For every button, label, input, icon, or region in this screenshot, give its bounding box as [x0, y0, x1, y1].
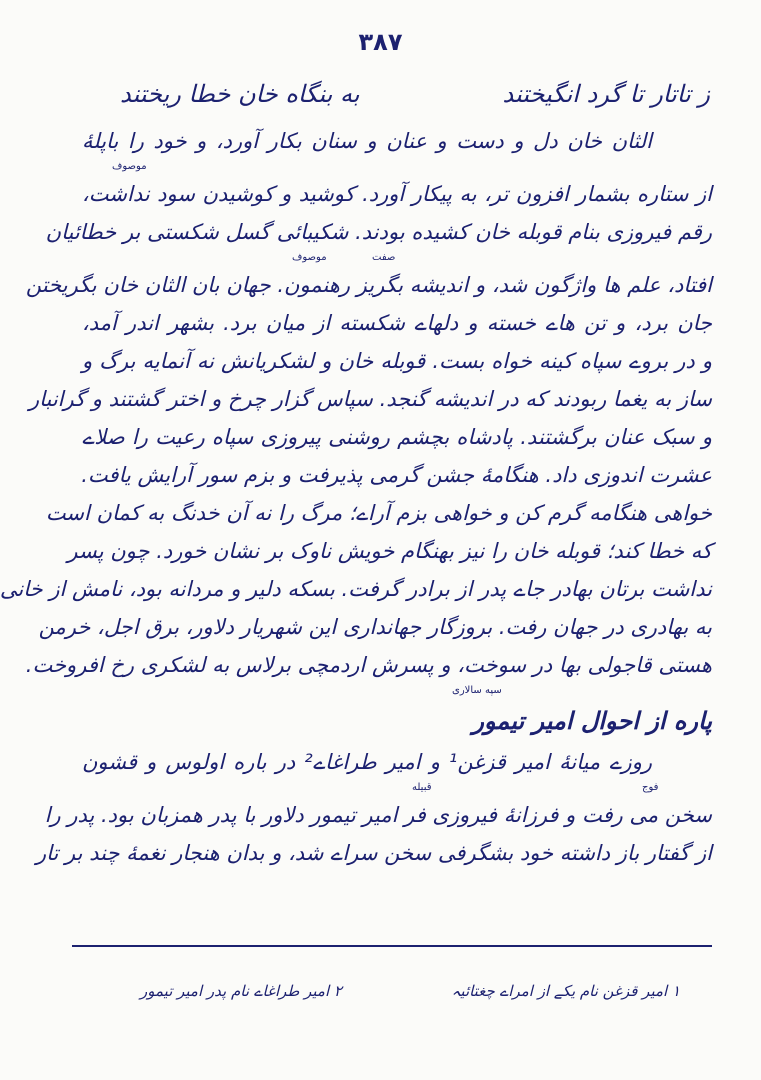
section-heading: پاره از احوال امیر تیمور [472, 707, 712, 735]
verse [120, 80, 710, 108]
footnotes [140, 982, 680, 1000]
annotation-row [82, 251, 712, 266]
footnote-2: ۲ امیر طراغاے نام پدر امیر تیمور [140, 982, 342, 1000]
text-line: افتاد، علم ها واژگون شد، و اندیشه بگریز رهنمون. جهان بان الثان خان بگریختن [25, 273, 712, 297]
text-line: و در بروے سپاه کینه خواه بست. قوبله خان و لشکریانش نه آنمایه برگ و [82, 349, 712, 373]
annotation-row [82, 684, 712, 699]
text-line: هستی قاجولی بها در سوخت، و پسرش اردمچی برلاس به لشکری رخ افروخت. [25, 653, 712, 677]
annotation: قبیله [412, 782, 432, 793]
text-line: از گفتار باز داشته خود بشگرفی سخن سراے شد، و بدان هنجار نغمهٔ چند بر تار [35, 841, 712, 865]
annotation-row [82, 160, 712, 175]
main-text [0, 122, 712, 872]
footnote-1: ۱ امیر قزغن نام یکے از امراے چغتائیہ [451, 982, 680, 1000]
text-line: ساز به یغما ربودند که در اندیشه گنجد. سپاس گزار چرخ و اختر گشتند و گرانبار [28, 387, 712, 411]
footnote-divider [72, 945, 712, 947]
text-line: به بهادری در جهان رفت. بروزگار جهانداری این شهریار دلاور، برق اجل، خرمن [38, 615, 712, 639]
text-line: رقم فیروزی بنام قوبله خان کشیده بودند. شکیبائی گسل شکستی بر خطائیان [45, 220, 712, 244]
annotation: موصوف [112, 161, 147, 172]
verse-hemistich-2: به بنگاه خان خطا ریختند [120, 80, 360, 108]
annotation: موصوف [292, 252, 327, 263]
annotation-row [82, 781, 712, 796]
text-line: که خطا کند؛ قوبله خان را نیز بهنگام خویش ناوک بر نشان خورد. چون پسر [67, 539, 712, 563]
text-line: از ستاره بشمار افزون تر، به پیکار آورد. کوشید و کوشیدن سود نداشت، [82, 182, 712, 206]
text-line: الثان خان دل و دست و عنان و سنان بکار آورد، و خود را باپلهٔ [82, 129, 652, 153]
text-line: عشرت اندوزی داد. هنگامهٔ جشن گرمی پذیرفت و بزم سور آرایش یافت. [81, 463, 712, 487]
verse-hemistich-1: ز تاتار تا گرد انگیختند [502, 80, 710, 108]
annotation: فوج [642, 782, 659, 793]
text-line: خواهی هنگامه گرم کن و خواهی بزم آراے؛ مرگ را نه آن خدنگ به کمان است [45, 501, 712, 525]
annotation: صفت [372, 252, 396, 263]
text-line: سخن می رفت و فرزانهٔ فیروزی فر امیر تیمور دلاور با پدر همزبان بود. پدر را [44, 803, 712, 827]
annotation: سپه سالاری [452, 685, 502, 696]
page-number: ۳۸۷ [358, 28, 403, 56]
text-line: نداشت برتان بهادر جاے پدر از برادر گرفت. بسکه دلیر و مردانه بود، نامش از خانی [0, 577, 712, 601]
text-line: جان برد، و تن هاے خسته و دلهاے شکسته از میان برد. بشهر اندر آمد، [82, 311, 712, 335]
text-line: و سبک عنان برگشتند. پادشاه بچشم روشنی پیروزی سپاه رعیت را صلاے [82, 425, 712, 449]
text-line: روزے میانهٔ امیر قزغن¹ و امیر طراغاے² در باره اولوس و قشون [82, 750, 652, 774]
